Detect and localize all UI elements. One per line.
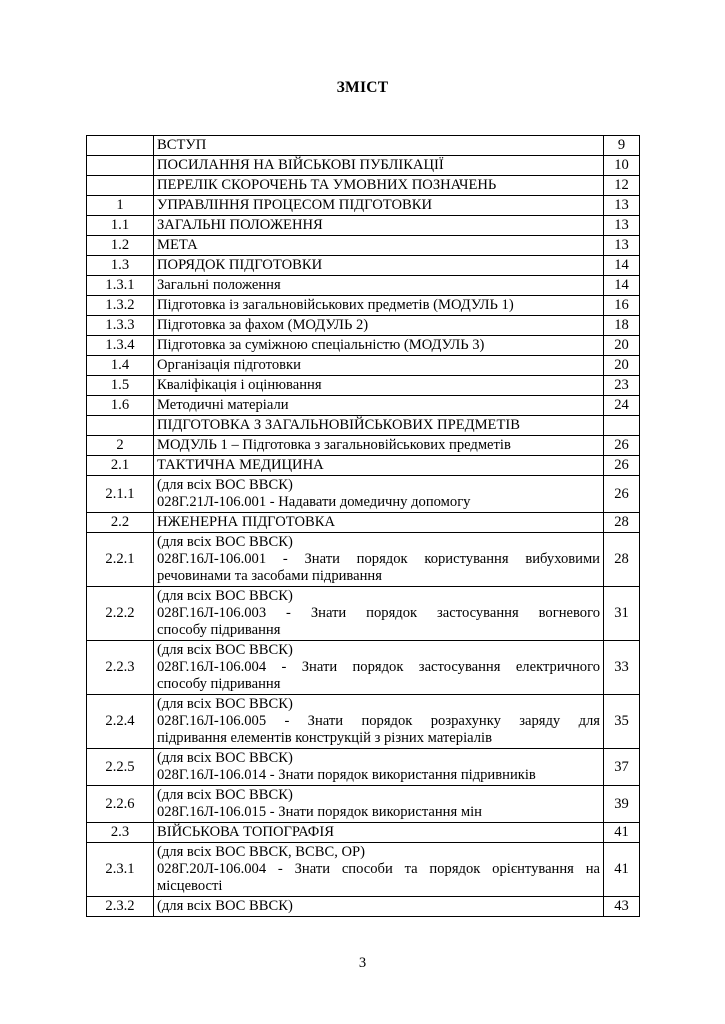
section-title (154, 587, 604, 641)
section-number: 1.3.3 (87, 316, 154, 336)
section-title (154, 216, 604, 236)
section-number: 1.2 (87, 236, 154, 256)
page-ref: 28 (604, 533, 640, 587)
section-number: 2.2.2 (87, 587, 154, 641)
section-title-line: Методичні матеріали (157, 397, 289, 413)
section-title-line: 028Г.21Л-106.001 - Надавати домедичну допомогу (157, 494, 471, 510)
page-ref: 10 (604, 156, 640, 176)
section-title-line: (для всіх ВОС ВВСК) (157, 588, 293, 604)
section-number (87, 136, 154, 156)
section-title-line: Підготовка за фахом (МОДУЛЬ 2) (157, 317, 369, 333)
page-ref: 28 (604, 513, 640, 533)
section-title (154, 296, 604, 316)
section-title (154, 436, 604, 456)
section-title (154, 641, 604, 695)
table-row (87, 136, 640, 156)
section-title (154, 276, 604, 296)
section-title (154, 396, 604, 416)
section-title-line: (для всіх ВОС ВВСК) (157, 642, 293, 658)
page-ref: 18 (604, 316, 640, 336)
table-row (87, 436, 640, 456)
section-title-line: Підготовка із загальновійськових предметів (МОДУЛЬ 1) (157, 297, 514, 313)
section-title-line: Загальні положення (157, 277, 281, 293)
section-number: 2.3.1 (87, 843, 154, 897)
section-number: 2.3.2 (87, 897, 154, 917)
page-ref: 20 (604, 356, 640, 376)
section-title (154, 176, 604, 196)
page-ref: 35 (604, 695, 640, 749)
section-number: 1.1 (87, 216, 154, 236)
page-ref (604, 416, 640, 436)
section-title-line: способу підривання (157, 676, 281, 692)
page-ref: 14 (604, 256, 640, 276)
section-number: 2.1 (87, 456, 154, 476)
section-title-line: (для всіх ВОС ВВСК) (157, 898, 293, 914)
section-number: 1 (87, 196, 154, 216)
page-ref: 20 (604, 336, 640, 356)
section-title (154, 316, 604, 336)
table-row (87, 236, 640, 256)
page-ref: 9 (604, 136, 640, 156)
section-title-line: 028Г.16Л-106.015 - Знати порядок використання мін (157, 804, 482, 820)
section-title-line: ПОСИЛАННЯ НА ВІЙСЬКОВІ ПУБЛІКАЦІЇ (157, 157, 444, 173)
table-row (87, 256, 640, 276)
section-title-line: 028Г.20Л-106.004 - Знати способи та порядок орієнтування на (157, 861, 600, 877)
section-title (154, 513, 604, 533)
section-number: 2.2.4 (87, 695, 154, 749)
section-title-line: ВІЙСЬКОВА ТОПОГРАФІЯ (157, 824, 334, 840)
table-row (87, 336, 640, 356)
section-title (154, 256, 604, 276)
section-title-line: (для всіх ВОС ВВСК) (157, 534, 293, 550)
section-title (154, 136, 604, 156)
page-ref: 26 (604, 476, 640, 513)
section-number: 1.4 (87, 356, 154, 376)
section-title (154, 196, 604, 216)
section-title-line: 028Г.16Л-106.003 - Знати порядок застосування вогневого (157, 605, 600, 621)
page-ref: 31 (604, 587, 640, 641)
table-row (87, 396, 640, 416)
section-title-line: (для всіх ВОС ВВСК) (157, 787, 293, 803)
section-number: 1.3.1 (87, 276, 154, 296)
section-title-line: МОДУЛЬ 1 – Підготовка з загальновійськових предметів (157, 437, 511, 453)
section-title-line: ВСТУП (157, 137, 207, 153)
page-number: 3 (358, 955, 367, 971)
page-ref: 14 (604, 276, 640, 296)
page-ref: 13 (604, 196, 640, 216)
page-ref: 13 (604, 236, 640, 256)
section-title-line: ПІДГОТОВКА З ЗАГАЛЬНОВІЙСЬКОВИХ ПРЕДМЕТІВ (157, 417, 520, 433)
section-title-line: підривання елементів конструкцій з різних матеріалів (157, 730, 492, 746)
section-title-line: місцевості (157, 878, 223, 894)
table-row (87, 376, 640, 396)
section-title-line: (для всіх ВОС ВВСК) (157, 750, 293, 766)
page-ref: 43 (604, 897, 640, 917)
table-row (87, 533, 640, 587)
section-number: 2.2.1 (87, 533, 154, 587)
section-title (154, 786, 604, 823)
section-title (154, 416, 604, 436)
page-ref: 39 (604, 786, 640, 823)
page-ref: 12 (604, 176, 640, 196)
section-number (87, 156, 154, 176)
section-title-line: (для всіх ВОС ВВСК) (157, 477, 293, 493)
section-title (154, 843, 604, 897)
section-title-line: речовинами та засобами підривання (157, 568, 382, 584)
page-ref: 26 (604, 436, 640, 456)
table-row (87, 196, 640, 216)
table-row (87, 456, 640, 476)
section-number: 2.2 (87, 513, 154, 533)
section-title (154, 823, 604, 843)
page-ref: 23 (604, 376, 640, 396)
page-ref: 24 (604, 396, 640, 416)
section-number: 2.2.5 (87, 749, 154, 786)
table-row (87, 316, 640, 336)
table-row (87, 587, 640, 641)
section-title-line: способу підривання (157, 622, 281, 638)
section-title-line: ТАКТИЧНА МЕДИЦИНА (157, 457, 324, 473)
toc-body (87, 136, 640, 917)
section-title (154, 376, 604, 396)
page-ref: 13 (604, 216, 640, 236)
section-title (154, 533, 604, 587)
section-title-line: 028Г.16Л-106.014 - Знати порядок використання підривників (157, 767, 536, 783)
section-title (154, 749, 604, 786)
section-title-line: 028Г.16Л-106.005 - Знати порядок розрахунку заряду для (157, 713, 600, 729)
table-row (87, 641, 640, 695)
table-row (87, 156, 640, 176)
section-title (154, 476, 604, 513)
page-title: ЗМІСТ (336, 79, 389, 96)
section-title (154, 695, 604, 749)
section-number: 1.5 (87, 376, 154, 396)
section-title-line: Підготовка за суміжною спеціальністю (МОДУЛЬ 3) (157, 337, 485, 353)
section-number: 2.2.6 (87, 786, 154, 823)
section-title (154, 156, 604, 176)
section-number: 1.3 (87, 256, 154, 276)
section-number (87, 416, 154, 436)
section-title (154, 336, 604, 356)
section-title (154, 897, 604, 917)
section-title-line: ПОРЯДОК ПІДГОТОВКИ (157, 257, 323, 273)
page-ref: 37 (604, 749, 640, 786)
table-row (87, 356, 640, 376)
table-row (87, 823, 640, 843)
section-title-line: 028Г.16Л-106.004 - Знати порядок застосування електричного (157, 659, 600, 675)
section-number: 2.1.1 (87, 476, 154, 513)
section-title-line: Кваліфікація і оцінювання (157, 377, 322, 393)
section-number: 2 (87, 436, 154, 456)
page-ref: 16 (604, 296, 640, 316)
section-title (154, 236, 604, 256)
section-number: 2.2.3 (87, 641, 154, 695)
section-title (154, 456, 604, 476)
table-row (87, 176, 640, 196)
table-row (87, 843, 640, 897)
table-row (87, 897, 640, 917)
section-title-line: ЗАГАЛЬНІ ПОЛОЖЕННЯ (157, 217, 323, 233)
section-title-line: Організація підготовки (157, 357, 301, 373)
section-title-line: НЖЕНЕРНА ПІДГОТОВКА (157, 514, 336, 530)
section-title-line: (для всіх ВОС ВВСК) (157, 696, 293, 712)
page-ref: 41 (604, 823, 640, 843)
table-row (87, 276, 640, 296)
table-row (87, 786, 640, 823)
table-of-contents (86, 135, 640, 917)
table-row (87, 513, 640, 533)
table-row (87, 416, 640, 436)
section-title-line: ПЕРЕЛІК СКОРОЧЕНЬ ТА УМОВНИХ ПОЗНАЧЕНЬ (157, 177, 497, 193)
section-title-line: (для всіх ВОС ВВСК, ВСВС, ОР) (157, 844, 366, 860)
section-number: 1.3.2 (87, 296, 154, 316)
section-number: 2.3 (87, 823, 154, 843)
section-number (87, 176, 154, 196)
section-title-line: МЕТА (157, 237, 198, 253)
section-title-line: 028Г.16Л-106.001 - Знати порядок користування вибуховими (157, 551, 600, 567)
section-title (154, 356, 604, 376)
section-title-line: УПРАВЛІННЯ ПРОЦЕСОМ ПІДГОТОВКИ (157, 197, 433, 213)
table-row (87, 695, 640, 749)
table-row (87, 296, 640, 316)
section-number: 1.3.4 (87, 336, 154, 356)
section-number: 1.6 (87, 396, 154, 416)
table-row (87, 476, 640, 513)
page-ref: 41 (604, 843, 640, 897)
table-row (87, 749, 640, 786)
table-row (87, 216, 640, 236)
page-ref: 33 (604, 641, 640, 695)
page-ref: 26 (604, 456, 640, 476)
